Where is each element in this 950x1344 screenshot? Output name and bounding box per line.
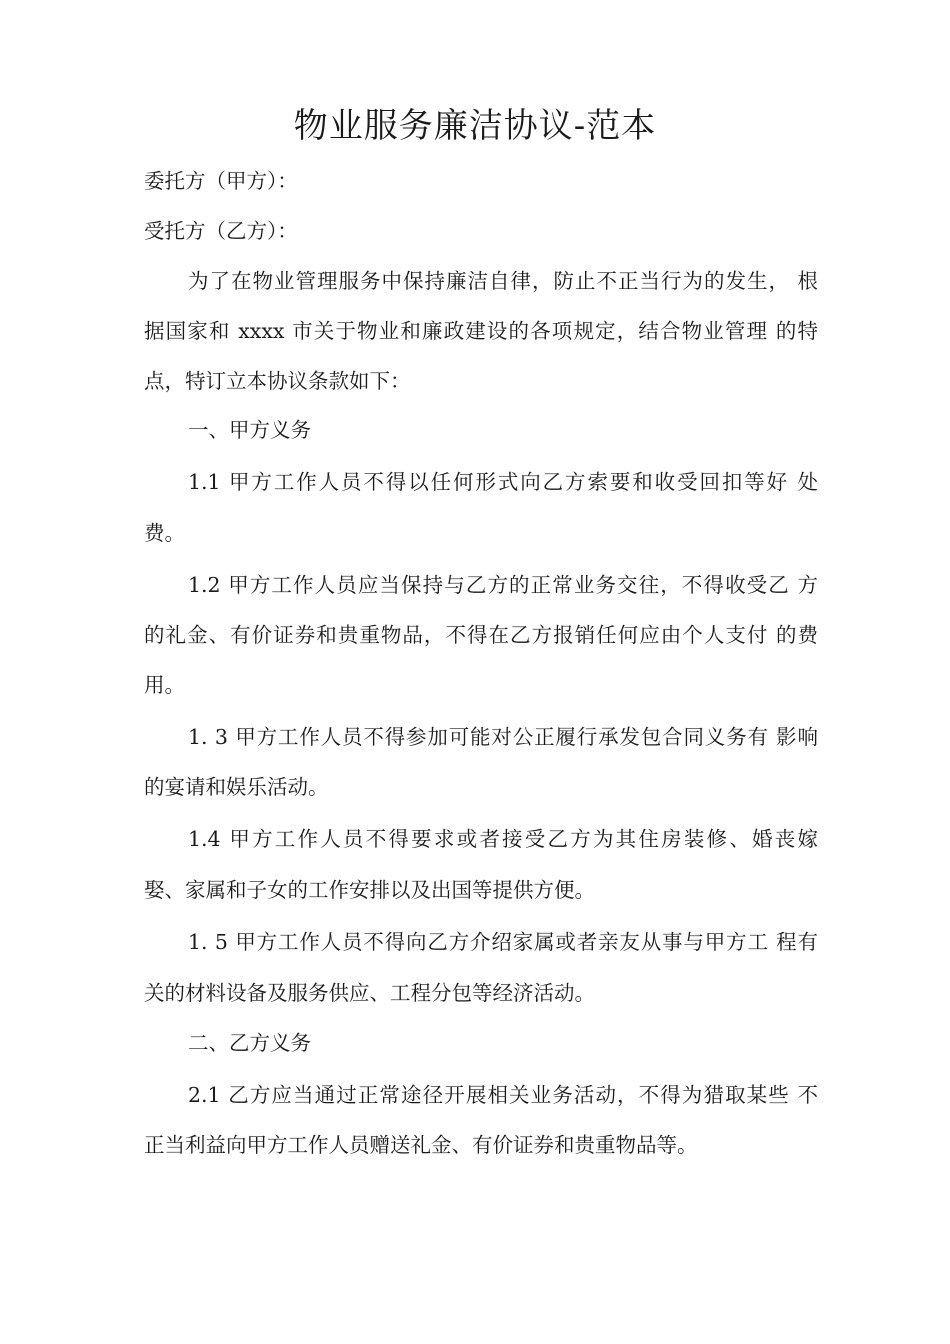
clause-1-2-line-2: 的礼金、有价证券和贵重物品，不得在乙方报销任何应由个人支付 的费 (144, 623, 818, 647)
clause-1-3-line-2: 的宴请和娱乐活动。 (144, 775, 329, 799)
clause-1-1-line-1: 1.1 甲方工作人员不得以任何形式向乙方索要和收受回扣等好 处 (188, 470, 818, 494)
preamble-line-1: 为了在物业管理服务中保持廉洁自律，防止不正当行为的发生， 根 (188, 269, 818, 293)
clause-1-5-line-1: 1. 5 甲方工作人员不得向乙方介绍家属或者亲友从事与甲方工 程有 (188, 930, 818, 954)
clause-1-4-line-1: 1.4 甲方工作人员不得要求或者接受乙方为其住房装修、婚丧嫁 (188, 827, 818, 851)
section-heading-party-a: 一、甲方义务 (188, 418, 311, 442)
party-a-line: 委托方（甲方）： (144, 169, 298, 193)
clause-2-1-line-2: 正当利益向甲方工作人员赠送礼金、有价证券和贵重物品等。 (144, 1133, 698, 1157)
clause-1-4-line-2: 娶、家属和子女的工作安排以及出国等提供方便。 (144, 878, 595, 902)
document-title: 物业服务廉洁协议-范本 (293, 106, 657, 146)
party-b-line: 受托方（乙方）： (144, 219, 298, 243)
clause-1-3-line-1: 1. 3 甲方工作人员不得参加可能对公正履行承发包合同义务有 影响 (188, 725, 818, 749)
clause-1-2-line-1: 1.2 甲方工作人员应当保持与乙方的正常业务交往，不得收受乙 方 (188, 573, 818, 597)
preamble-line-3: 点，特订立本协议条款如下： (144, 369, 411, 393)
clause-1-1-line-2: 费。 (144, 521, 185, 545)
section-heading-party-b: 二、乙方义务 (188, 1031, 311, 1055)
preamble-line-2: 据国家和 xxxx 市关于物业和廉政建设的各项规定，结合物业管理 的特 (144, 319, 818, 343)
clause-2-1-line-1: 2.1 乙方应当通过正常途径开展相关业务活动，不得为猎取某些 不 (188, 1083, 818, 1107)
clause-1-5-line-2: 关的材料设备及服务供应、工程分包等经济活动。 (144, 981, 595, 1005)
clause-1-2-line-3: 用。 (144, 673, 185, 697)
